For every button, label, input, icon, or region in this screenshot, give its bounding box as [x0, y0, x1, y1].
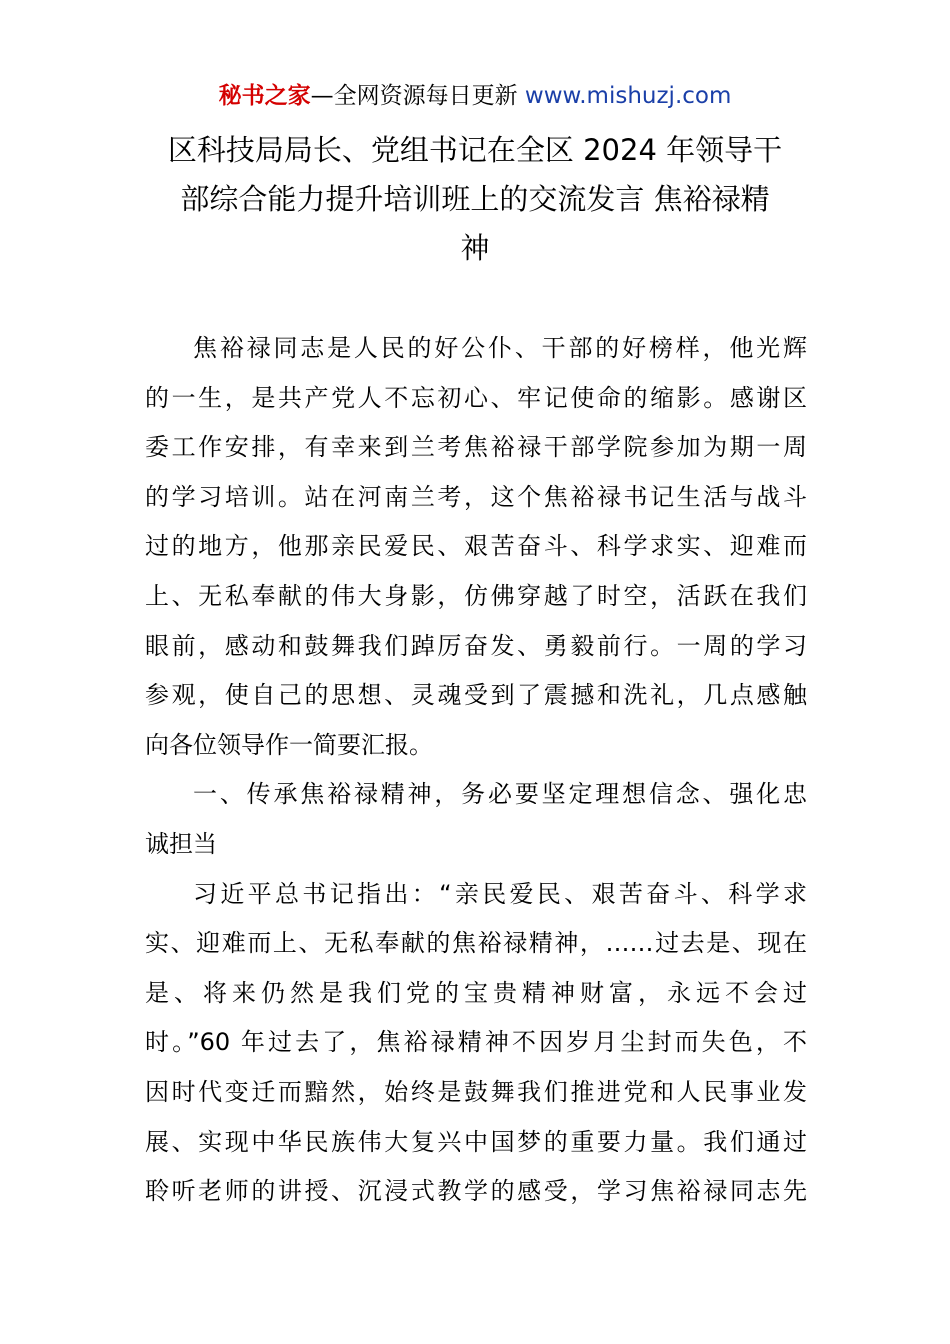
- body-line: 习近平总书记指出：“亲民爱民、艰苦奋斗、科学求: [193, 879, 807, 908]
- site-header: [0, 80, 950, 112]
- document-title: [140, 126, 810, 273]
- section-heading-line: 一、传承焦裕禄精神，务必要坚定理想信念、强化忠: [193, 780, 807, 809]
- body-line: 上、无私奉献的伟大身影，仿佛穿越了时空，活跃在我们: [145, 581, 807, 610]
- site-brand: 秘书之家: [218, 83, 311, 109]
- body-line: 时。”60 年过去了，焦裕禄精神不因岁月尘封而失色，不: [145, 1028, 807, 1057]
- document-body: [145, 324, 807, 1217]
- body-line: 因时代变迁而黯然，始终是鼓舞我们推进党和人民事业发: [145, 1077, 807, 1106]
- title-line: 神: [460, 231, 490, 265]
- title-line: 部综合能力提升培训班上的交流发言 焦裕禄精: [180, 182, 770, 216]
- body-line: 向各位领导作一简要汇报。: [145, 730, 433, 759]
- body-line: 展、实现中华民族伟大复兴中国梦的重要力量。我们通过: [145, 1127, 807, 1156]
- body-line: 的一生，是共产党人不忘初心、牢记使命的缩影。感谢区: [145, 383, 807, 412]
- body-line: 过的地方，他那亲民爱民、艰苦奋斗、科学求实、迎难而: [145, 532, 807, 561]
- section-heading-line: 诚担当: [145, 829, 217, 858]
- body-line: 焦裕禄同志是人民的好公仆、干部的好榜样，他光辉: [193, 334, 807, 362]
- body-line: 实、迎难而上、无私奉献的焦裕禄精神，……过去是、现在: [145, 929, 807, 958]
- site-slogan: —全网资源每日更新: [310, 83, 518, 109]
- body-line: 委工作安排，有幸来到兰考焦裕禄干部学院参加为期一周: [145, 433, 807, 462]
- body-line: 的学习培训。站在河南兰考，这个焦裕禄书记生活与战斗: [145, 482, 807, 511]
- body-line: 聆听老师的讲授、沉浸式教学的感受，学习焦裕禄同志先: [145, 1177, 807, 1206]
- title-line: 区科技局局长、党组书记在全区 2024 年领导干: [167, 133, 783, 167]
- site-url-link[interactable]: www.mishuzj.com: [524, 83, 732, 109]
- body-line: 眼前，感动和鼓舞我们踔厉奋发、勇毅前行。一周的学习: [145, 631, 807, 660]
- body-line: 参观，使自己的思想、灵魂受到了震撼和洗礼，几点感触: [145, 681, 807, 710]
- body-line: 是、将来仍然是我们党的宝贵精神财富，永远不会过: [145, 978, 807, 1007]
